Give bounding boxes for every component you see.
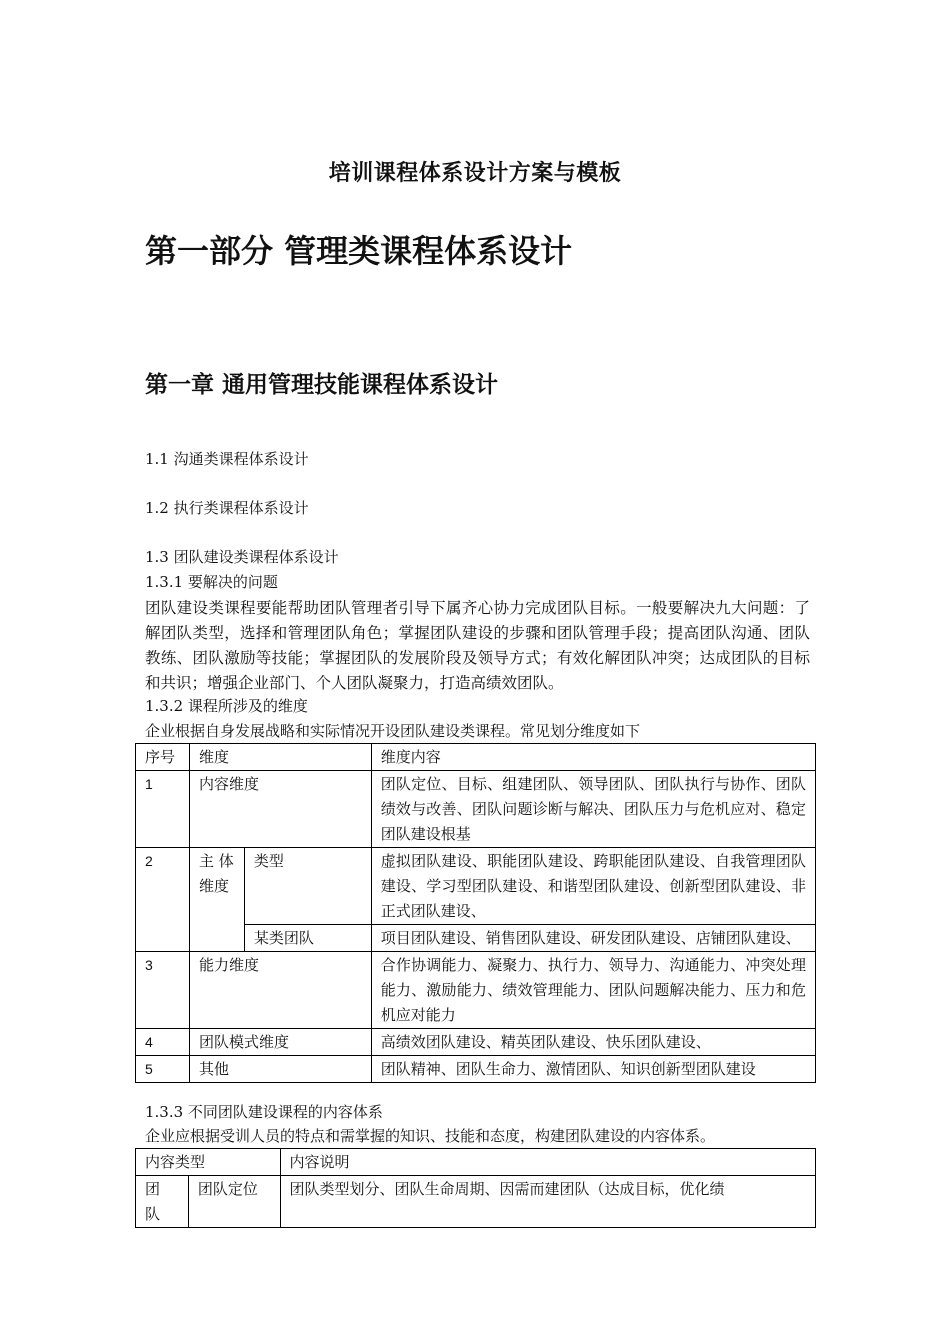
table-header-cell: 内容说明: [280, 1149, 816, 1176]
chapter-title: 第一章 通用管理技能课程体系设计: [145, 371, 499, 398]
content-system-table: [135, 1148, 816, 1228]
section-1-3-3-heading: 1.3.3 不同团队建设课程的内容体系: [145, 1103, 383, 1121]
table-header-row: [136, 744, 816, 771]
table-row: [136, 1029, 816, 1056]
row-dimension: 能力维度: [189, 952, 371, 1029]
document-title: 培训课程体系设计方案与模板: [328, 160, 622, 186]
row-content: 高绩效团队建设、精英团队建设、快乐团队建设、: [371, 1029, 815, 1056]
table-row: [136, 952, 816, 1029]
table-row: [136, 1176, 816, 1228]
row-subdimension: 某类团队: [244, 925, 371, 952]
table-header-cell: 维度: [189, 744, 371, 771]
row-description: 团队类型划分、团队生命周期、因需而建团队（达成目标，优化绩: [280, 1176, 816, 1228]
row-dimension: 其他: [189, 1056, 371, 1083]
section-1-3-2-paragraph: 企业根据自身发展战略和实际情况开设团队建设类课程。常见划分维度如下: [145, 722, 641, 740]
row-group: 团 队: [136, 1176, 189, 1228]
section-1-2-heading: 1.2 执行类课程体系设计: [145, 499, 309, 517]
row-number: 2: [136, 848, 190, 952]
row-number: 5: [136, 1056, 190, 1083]
table-row: [136, 848, 816, 925]
row-content: 项目团队建设、销售团队建设、研发团队建设、店铺团队建设、: [371, 925, 815, 952]
table-header-cell: 序号: [136, 744, 190, 771]
row-dimension: 团队模式维度: [189, 1029, 371, 1056]
section-1-3-heading: 1.3 团队建设类课程体系设计: [145, 548, 339, 566]
table-header-cell: 维度内容: [371, 744, 815, 771]
row-type: 团队定位: [188, 1176, 280, 1228]
row-content: 团队精神、团队生命力、激情团队、知识创新型团队建设: [371, 1056, 815, 1083]
row-content: 团队定位、目标、组建团队、领导团队、团队执行与协作、团队绩效与改善、团队问题诊断与解决、团队压力与危机应对、稳定团队建设根基: [371, 771, 815, 848]
table-header-cell: 内容类型: [136, 1149, 281, 1176]
row-content: 合作协调能力、凝聚力、执行力、领导力、沟通能力、冲突处理能力、激励能力、绩效管理能力、团队问题解决能力、压力和危机应对能力: [371, 952, 815, 1029]
table-row: [136, 771, 816, 848]
part-title: 第一部分 管理类课程体系设计: [145, 232, 573, 270]
table-row: [136, 1056, 816, 1083]
row-number: 4: [136, 1029, 190, 1056]
section-1-1-heading: 1.1 沟通类课程体系设计: [145, 450, 309, 468]
dimension-table: [135, 743, 816, 1083]
section-1-3-3-paragraph: 企业应根据受训人员的特点和需掌握的知识、技能和态度，构建团队建设的内容体系。: [145, 1127, 716, 1145]
section-1-3-2-heading: 1.3.2 课程所涉及的维度: [145, 697, 308, 715]
row-dimension: 主 体维度: [189, 848, 244, 952]
section-1-3-1-paragraph: 团队建设类课程要能帮助团队管理者引导下属齐心协力完成团队目标。一般要解决九大问题：了解团队类型，选择和管理团队角色；掌握团队建设的步骤和团队管理手段；提高团队沟通、团队教练、团队激励等技能；掌握团队的发展阶段及领导方式；有效化解团队冲突；达成团队的目标和共识；增强企业部门、个人团队凝聚力，打造高绩效团队。: [145, 599, 810, 692]
section-1-3-1-heading: 1.3.1 要解决的问题: [145, 573, 278, 591]
row-number: 3: [136, 952, 190, 1029]
row-subdimension: 类型: [244, 848, 371, 925]
row-content: 虚拟团队建设、职能团队建设、跨职能团队建设、自我管理团队建设、学习型团队建设、和谐型团队建设、创新型团队建设、非正式团队建设、: [371, 848, 815, 925]
row-number: 1: [136, 771, 190, 848]
table-header-row: [136, 1149, 816, 1176]
row-dimension: 内容维度: [189, 771, 371, 848]
